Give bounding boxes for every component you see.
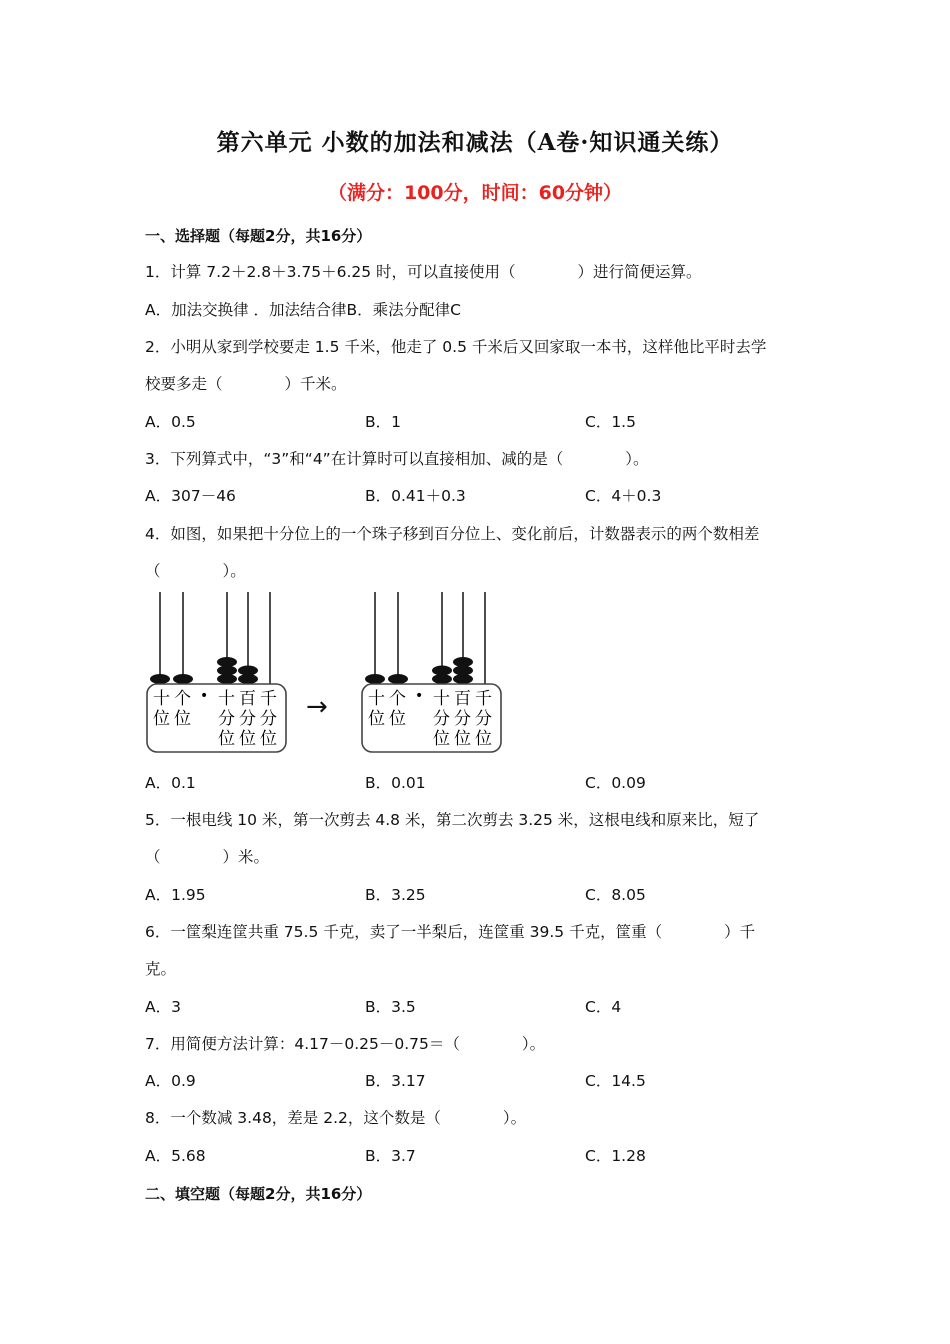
label-fen-1: 分 <box>433 709 450 729</box>
question-1-text: 1．计算 7.2＋2.8＋3.75＋6.25 时，可以直接使用（ ）进行简便运算。 <box>145 263 702 281</box>
label-wei-3: 位 <box>433 729 450 749</box>
abacus-before-beads <box>150 657 258 684</box>
question-6-option-a[interactable]: A．3 <box>145 998 181 1016</box>
question-1-options: A．加法交换律 ．加法结合律B．乘法分配律C <box>145 301 461 319</box>
abacus-after-beads <box>365 657 473 684</box>
question-7-option-a[interactable]: A．0.9 <box>145 1072 196 1090</box>
label-wei-2: 位 <box>389 709 406 729</box>
label-wei-2: 位 <box>174 709 191 729</box>
abacus-after-bead-rod1-1 <box>365 674 385 684</box>
abacus-after-bead-rod2-1 <box>388 674 408 684</box>
question-5-option-a[interactable]: A．1.95 <box>145 886 206 904</box>
question-4-text-cont: （ ）。 <box>145 562 246 580</box>
label-wei-1: 位 <box>153 709 170 729</box>
question-7-option-b[interactable]: B．3.17 <box>365 1072 426 1090</box>
section-choice-heading: 一、选择题（每题2分，共16分） <box>145 227 372 245</box>
abacus-after-svg <box>360 590 505 758</box>
question-2-text-cont: 校要多走（ ）千米。 <box>145 375 347 393</box>
question-8-text: 8．一个数减 3.48，差是 2.2，这个数是（ ）。 <box>145 1109 527 1127</box>
question-6-option-c[interactable]: C．4 <box>585 998 622 1016</box>
label-fen-3: 分 <box>260 709 277 729</box>
abacus-after-bead-rod3-2 <box>432 666 452 676</box>
abacus-before-bead-rod2-1 <box>173 674 193 684</box>
label-qian: 千 <box>260 689 277 709</box>
question-2-text: 2．小明从家到学校要走 1.5 千米，他走了 0.5 千米后又回家取一本书，这样他比平时去学 <box>145 338 767 356</box>
question-3-option-c[interactable]: C．4＋0.3 <box>585 487 662 505</box>
question-3-text: 3．下列算式中，“3”和“4”在计算时可以直接相加、减的是（ ）。 <box>145 450 649 468</box>
label-ge-1: 个 <box>174 689 191 709</box>
question-5-text-cont: （ ）米。 <box>145 848 270 866</box>
label-fen-1: 分 <box>218 709 235 729</box>
question-7-text: 7．用简便方法计算：4.17－0.25－0.75＝（ ）。 <box>145 1035 546 1053</box>
abacus-after <box>360 590 505 762</box>
label-fen-2: 分 <box>454 709 471 729</box>
question-6-text-cont: 克。 <box>145 960 177 978</box>
question-5-text: 5．一根电线 10 米，第一次剪去 4.8 米，第二次剪去 3.25 米，这根电线和原来比，短了 <box>145 811 760 829</box>
label-shi-1: 十 <box>368 689 385 709</box>
question-4-option-c[interactable]: C．0.09 <box>585 774 646 792</box>
label-qian: 千 <box>475 689 492 709</box>
abacus-before-bead-rod1-1 <box>150 674 170 684</box>
question-4-text: 4．如图，如果把十分位上的一个珠子移到百分位上、变化前后，计数器表示的两个数相差 <box>145 525 760 543</box>
question-8-option-c[interactable]: C．1.28 <box>585 1147 646 1165</box>
question-3-option-b[interactable]: B．0.41＋0.3 <box>365 487 466 505</box>
label-bai: 百 <box>239 689 256 709</box>
label-fen-2: 分 <box>239 709 256 729</box>
question-6-text: 6．一筐梨连筐共重 75.5 千克，卖了一半梨后，连筐重 39.5 千克，筐重（ ）千 <box>145 923 756 941</box>
label-wei-4: 位 <box>454 729 471 749</box>
decimal-point-dot: • <box>200 688 209 704</box>
label-shi-2: 十 <box>218 689 235 709</box>
label-fen-3: 分 <box>475 709 492 729</box>
abacus-before-bead-rod3-3 <box>217 657 237 667</box>
decimal-point-dot: • <box>415 688 424 704</box>
label-wei-4: 位 <box>239 729 256 749</box>
label-wei-3: 位 <box>218 729 235 749</box>
question-2-option-c[interactable]: C．1.5 <box>585 413 636 431</box>
question-6-option-b[interactable]: B．3.5 <box>365 998 416 1016</box>
question-7-option-c[interactable]: C．14.5 <box>585 1072 646 1090</box>
label-shi-1: 十 <box>153 689 170 709</box>
question-8-option-b[interactable]: B．3.7 <box>365 1147 416 1165</box>
question-2-option-b[interactable]: B．1 <box>365 413 401 431</box>
abacus-before-bead-rod4-2 <box>238 666 258 676</box>
label-wei-5: 位 <box>475 729 492 749</box>
label-wei-5: 位 <box>260 729 277 749</box>
label-wei-1: 位 <box>368 709 385 729</box>
label-bai: 百 <box>454 689 471 709</box>
section-fill-heading: 二、填空题（每题2分，共16分） <box>145 1185 372 1203</box>
abacus-before <box>145 590 290 762</box>
question-2-option-a[interactable]: A．0.5 <box>145 413 196 431</box>
question-4-option-a[interactable]: A．0.1 <box>145 774 196 792</box>
arrow-icon: → <box>306 692 328 722</box>
question-8-option-a[interactable]: A．5.68 <box>145 1147 206 1165</box>
question-5-option-c[interactable]: C．8.05 <box>585 886 646 904</box>
abacus-after-bead-rod4-3 <box>453 657 473 667</box>
label-ge-1: 个 <box>389 689 406 709</box>
abacus-before-svg <box>145 590 290 758</box>
page-title: 第六单元 小数的加法和减法（A卷·知识通关练） <box>216 129 734 156</box>
label-shi-2: 十 <box>433 689 450 709</box>
question-5-option-b[interactable]: B．3.25 <box>365 886 426 904</box>
question-3-option-a[interactable]: A．307－46 <box>145 487 236 505</box>
page-subtitle: （满分：100分，时间：60分钟） <box>327 182 623 204</box>
question-4-option-b[interactable]: B．0.01 <box>365 774 426 792</box>
